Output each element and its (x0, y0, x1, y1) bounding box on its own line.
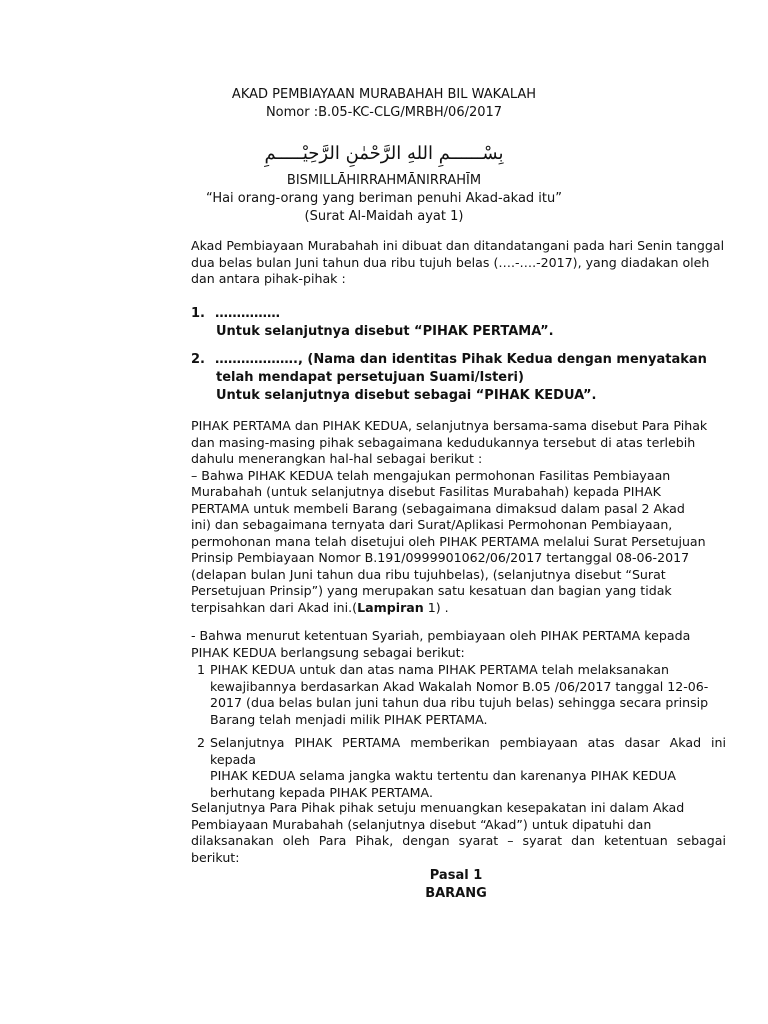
party-name: ………………., (Nama dan identitas Pihak Kedua dengan menyatakan (215, 352, 707, 367)
intro-line: dan antara pihak-pihak : (191, 271, 346, 286)
document-number: Nomor :B.05-KC-CLG/MRBH/06/2017 (265, 105, 503, 120)
pasal-number: Pasal 1 (429, 868, 483, 883)
item-number: 1 (197, 662, 206, 677)
syariah-line: - Bahwa menurut ketentuan Syariah, pembiayaan oleh PIHAK PERTAMA kepada (191, 628, 691, 643)
party-designation: Untuk selanjutnya disebut “PIHAK PERTAMA”. (216, 324, 554, 339)
party-second (191, 351, 726, 405)
recital-paragraph (191, 418, 726, 616)
recital-line: Prinsip Pembiayaan Nomor B.191/0999901062/06/2017 tertanggal 08-06-2017 (191, 550, 690, 565)
party-number: 2. (191, 352, 205, 367)
basmalah-calligraphy: بِسْــــــمِ اللهِ الرَّحْمٰنِ الرَّحِيْـــــمِ (264, 143, 504, 164)
recital-text: terpisahkan dari Akad ini.( (191, 599, 358, 615)
syariah-item-2 (197, 735, 726, 801)
document-header (0, 86, 768, 122)
opening-section (0, 172, 768, 226)
intro-paragraph (191, 238, 726, 288)
recital-line: dan masing-masing pihak sebagaimana kedudukannya tersebut di atas terlebih (191, 434, 696, 450)
recital-line: (delapan bulan Juni tahun dua ribu tujuhbelas), (selanjutnya disebut “Surat (191, 566, 666, 582)
recital-line: permohonan mana telah disetujui oleh PIHAK PERTAMA melalui Surat Persetujuan (191, 533, 706, 549)
agreement-paragraph (191, 800, 726, 866)
recital-line: dahulu menerangkan hal-hal sebagai berikut : (191, 451, 483, 466)
recital-text: 1) . (423, 599, 449, 615)
item-line: PIHAK KEDUA untuk dan atas nama PIHAK PERTAMA telah melaksanakan (210, 662, 669, 677)
document-title: AKAD PEMBIAYAAN MURABAHAH BIL WAKALAH (231, 87, 537, 102)
intro-line: Akad Pembiayaan Murabahah ini dibuat dan ditandatangani pada hari Senin tanggal (191, 238, 725, 253)
party-number: 1. (191, 306, 205, 321)
item-line: PIHAK KEDUA selama jangka waktu tertentu dan karenanya PIHAK KEDUA (210, 768, 676, 783)
quran-quote: “Hai orang-orang yang beriman penuhi Akad-akad itu” (205, 191, 562, 206)
item-line: Selanjutnya PIHAK PERTAMA memberikan pembiayaan atas dasar Akad ini kepada (210, 735, 726, 767)
recital-last-line (191, 600, 726, 617)
syariah-item-1 (197, 662, 726, 728)
pasal-heading (72, 867, 768, 903)
pasal-title: BARANG (425, 886, 487, 901)
recital-line: Persetujuan Prinsip”) yang merupakan satu kesatuan dan bagian yang tidak (191, 583, 672, 598)
item-line: kewajibannya berdasarkan Akad Wakalah Nomor B.05 /06/2017 tanggal 12-06- (210, 678, 709, 694)
recital-line: PERTAMA untuk membeli Barang (sebagaimana dimaksud dalam pasal 2 Akad (191, 500, 685, 516)
party-name: …………… (215, 306, 280, 321)
agreement-line: Selanjutnya Para Pihak pihak setuju menuangkan kesepakatan ini dalam Akad (191, 800, 685, 815)
party-designation: Untuk selanjutnya disebut sebagai “PIHAK KEDUA”. (216, 388, 597, 403)
party-consent-note: telah mendapat persetujuan Suami/Isteri) (216, 370, 524, 385)
recital-line: – Bahwa PIHAK KEDUA telah mengajukan permohonan Fasilitas Pembiayaan (191, 467, 671, 483)
intro-line: dua belas bulan Juni tahun dua ribu tujuh belas (….-….-2017), yang diadakan oleh (191, 254, 710, 270)
quote-source: (Surat Al-Maidah ayat 1) (304, 209, 464, 224)
bismillah-transliteration: BISMILLĀHIRRAHMĀNIRRAHĪM (286, 173, 482, 188)
item-line: berhutang kepada PIHAK PERTAMA. (210, 784, 433, 800)
recital-line: ini) dan sebagaimana ternyata dari Surat/Aplikasi Permohonan Pembiayaan, (191, 517, 673, 532)
agreement-line: Pembiayaan Murabahah (selanjutnya disebut “Akad”) untuk dipatuhi dan (191, 816, 652, 832)
recital-line: PIHAK PERTAMA dan PIHAK KEDUA, selanjutnya bersama-sama disebut Para Pihak (191, 418, 708, 433)
recital-line: Murabahah (untuk selanjutnya disebut Fasilitas Murabahah) kepada PIHAK (191, 484, 661, 499)
lampiran-reference: Lampiran (357, 599, 424, 615)
party-first (191, 305, 726, 341)
item-line: Barang telah menjadi milik PIHAK PERTAMA. (210, 711, 488, 727)
item-number: 2 (197, 735, 206, 750)
syariah-line: PIHAK KEDUA berlangsung sebagai berikut: (191, 644, 465, 660)
item-line: 2017 (dua belas bulan juni tahun dua ribu tujuh belas) sehingga secara prinsip (210, 695, 709, 710)
syariah-paragraph (191, 628, 726, 661)
agreement-line: dilaksanakan oleh Para Pihak, dengan syarat – syarat dan ketentuan sebagai berikut: (191, 833, 726, 865)
